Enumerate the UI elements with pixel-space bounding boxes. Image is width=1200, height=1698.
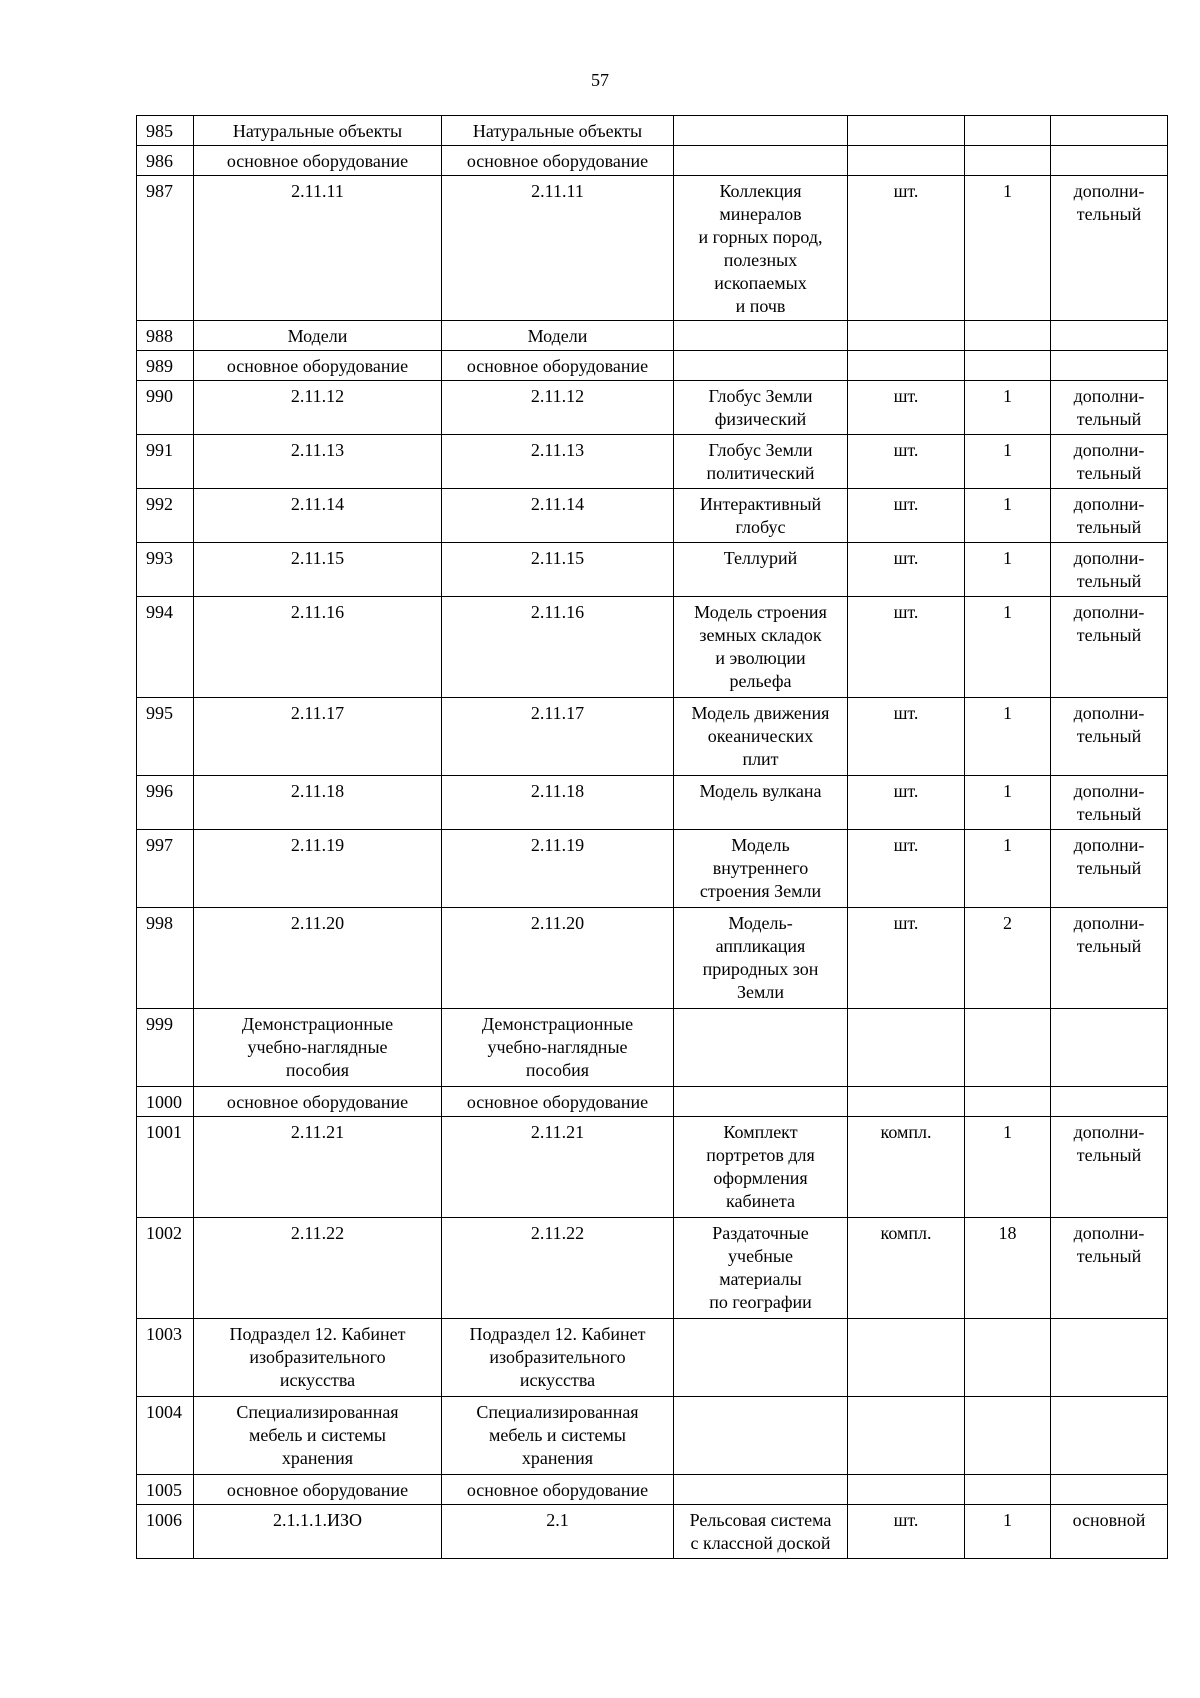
table-row [137,435,1168,489]
code-cell: Натуральные объекты [194,116,442,146]
quantity-cell [965,351,1051,381]
unit-cell: шт. [848,776,965,830]
code-cell: основное оборудование [442,351,674,381]
item-name-cell: Раздаточные учебные материалы по географии [674,1218,848,1319]
unit-cell: шт. [848,176,965,321]
code-cell: 2.11.21 [194,1117,442,1218]
table-row [137,321,1168,351]
row-number: 1004 [137,1397,194,1475]
quantity-cell: 1 [965,489,1051,543]
row-number: 988 [137,321,194,351]
quantity-cell: 1 [965,698,1051,776]
row-number: 1000 [137,1087,194,1117]
row-number: 998 [137,908,194,1009]
code-cell: Натуральные объекты [442,116,674,146]
quantity-cell: 1 [965,543,1051,597]
item-name-cell: Коллекция минералов и горных пород, полезных ископаемых и почв [674,176,848,321]
item-name-cell [674,146,848,176]
type-cell [1051,1087,1168,1117]
code-cell: Специализированная мебель и системы хранения [194,1397,442,1475]
code-cell: 2.1 [442,1505,674,1559]
item-name-cell [674,116,848,146]
item-name-cell [674,1319,848,1397]
code-cell: основное оборудование [194,1087,442,1117]
item-name-cell [674,351,848,381]
unit-cell: шт. [848,597,965,698]
table-row [137,1009,1168,1087]
code-cell: основное оборудование [194,146,442,176]
type-cell [1051,1397,1168,1475]
unit-cell: шт. [848,1505,965,1559]
code-cell: 2.11.13 [194,435,442,489]
unit-cell: компл. [848,1117,965,1218]
unit-cell: шт. [848,908,965,1009]
item-name-cell [674,1087,848,1117]
quantity-cell [965,116,1051,146]
type-cell: дополни- тельный [1051,597,1168,698]
item-name-cell [674,1475,848,1505]
code-cell: Демонстрационные учебно-наглядные пособия [442,1009,674,1087]
code-cell: 2.11.21 [442,1117,674,1218]
unit-cell [848,1475,965,1505]
page-number: 57 [591,70,609,90]
code-cell: 2.11.14 [194,489,442,543]
type-cell: дополни- тельный [1051,176,1168,321]
quantity-cell: 1 [965,830,1051,908]
quantity-cell: 1 [965,597,1051,698]
type-cell [1051,351,1168,381]
unit-cell: шт. [848,381,965,435]
item-name-cell: Рельсовая система с классной доской [674,1505,848,1559]
item-name-cell: Теллурий [674,543,848,597]
row-number: 1005 [137,1475,194,1505]
table-row [137,543,1168,597]
unit-cell: шт. [848,830,965,908]
code-cell: основное оборудование [194,351,442,381]
quantity-cell: 18 [965,1218,1051,1319]
quantity-cell: 1 [965,176,1051,321]
row-number: 993 [137,543,194,597]
type-cell: дополни- тельный [1051,543,1168,597]
table-row [137,116,1168,146]
type-cell: дополни- тельный [1051,1218,1168,1319]
type-cell: дополни- тельный [1051,908,1168,1009]
code-cell: 2.11.16 [194,597,442,698]
code-cell: 2.11.17 [442,698,674,776]
table-row [137,1505,1168,1559]
item-name-cell [674,321,848,351]
table-row [137,381,1168,435]
code-cell: Модели [442,321,674,351]
code-cell: 2.11.22 [442,1218,674,1319]
type-cell: основной [1051,1505,1168,1559]
item-name-cell: Модель вулкана [674,776,848,830]
type-cell: дополни- тельный [1051,776,1168,830]
unit-cell [848,1087,965,1117]
row-number: 994 [137,597,194,698]
unit-cell: компл. [848,1218,965,1319]
unit-cell [848,321,965,351]
unit-cell [848,351,965,381]
type-cell [1051,1319,1168,1397]
row-number: 997 [137,830,194,908]
quantity-cell [965,1319,1051,1397]
row-number: 1001 [137,1117,194,1218]
row-number: 991 [137,435,194,489]
code-cell: 2.11.13 [442,435,674,489]
code-cell: Демонстрационные учебно-наглядные пособия [194,1009,442,1087]
quantity-cell: 1 [965,1505,1051,1559]
code-cell: 2.11.12 [194,381,442,435]
item-name-cell: Модель движения океанических плит [674,698,848,776]
quantity-cell [965,1397,1051,1475]
item-name-cell: Интерактивный глобус [674,489,848,543]
type-cell: дополни- тельный [1051,381,1168,435]
item-name-cell: Глобус Земли политический [674,435,848,489]
code-cell: основное оборудование [194,1475,442,1505]
unit-cell [848,1319,965,1397]
type-cell [1051,1009,1168,1087]
code-cell: 2.11.11 [194,176,442,321]
code-cell: Подраздел 12. Кабинет изобразительного искусства [442,1319,674,1397]
table-row [137,1475,1168,1505]
code-cell: 2.11.14 [442,489,674,543]
item-name-cell [674,1397,848,1475]
unit-cell: шт. [848,698,965,776]
code-cell: Подраздел 12. Кабинет изобразительного искусства [194,1319,442,1397]
quantity-cell: 1 [965,776,1051,830]
code-cell: 2.11.17 [194,698,442,776]
type-cell: дополни- тельный [1051,830,1168,908]
code-cell: 2.11.19 [194,830,442,908]
table-row [137,176,1168,321]
table-row [137,489,1168,543]
code-cell: 2.11.20 [194,908,442,1009]
table-row [137,776,1168,830]
code-cell: Специализированная мебель и системы хранения [442,1397,674,1475]
unit-cell [848,146,965,176]
quantity-cell: 2 [965,908,1051,1009]
table-row [137,351,1168,381]
code-cell: Модели [194,321,442,351]
code-cell: 2.11.22 [194,1218,442,1319]
unit-cell: шт. [848,543,965,597]
code-cell: 2.11.16 [442,597,674,698]
code-cell: основное оборудование [442,1475,674,1505]
code-cell: основное оборудование [442,1087,674,1117]
row-number: 985 [137,116,194,146]
code-cell: 2.11.19 [442,830,674,908]
row-number: 986 [137,146,194,176]
table-row [137,1087,1168,1117]
quantity-cell [965,1009,1051,1087]
row-number: 992 [137,489,194,543]
code-cell: основное оборудование [442,146,674,176]
code-cell: 2.11.18 [194,776,442,830]
unit-cell [848,1009,965,1087]
quantity-cell [965,1087,1051,1117]
type-cell [1051,116,1168,146]
item-name-cell: Глобус Земли физический [674,381,848,435]
table-row [137,1319,1168,1397]
table-row [137,830,1168,908]
table-row [137,146,1168,176]
table-row [137,597,1168,698]
item-name-cell [674,1009,848,1087]
row-number: 987 [137,176,194,321]
row-number: 990 [137,381,194,435]
unit-cell [848,1397,965,1475]
type-cell: дополни- тельный [1051,1117,1168,1218]
table-row [137,1218,1168,1319]
row-number: 989 [137,351,194,381]
code-cell: 2.11.11 [442,176,674,321]
item-name-cell: Модель внутреннего строения Земли [674,830,848,908]
unit-cell: шт. [848,489,965,543]
code-cell: 2.11.12 [442,381,674,435]
code-cell: 2.11.20 [442,908,674,1009]
row-number: 995 [137,698,194,776]
quantity-cell: 1 [965,1117,1051,1218]
item-name-cell: Модель- аппликация природных зон Земли [674,908,848,1009]
code-cell: 2.11.18 [442,776,674,830]
type-cell [1051,146,1168,176]
unit-cell: шт. [848,435,965,489]
table-row [137,1397,1168,1475]
row-number: 999 [137,1009,194,1087]
table-row [137,908,1168,1009]
type-cell: дополни- тельный [1051,489,1168,543]
code-cell: 2.11.15 [194,543,442,597]
table-body [137,116,1168,1559]
type-cell [1051,321,1168,351]
type-cell: дополни- тельный [1051,698,1168,776]
type-cell [1051,1475,1168,1505]
quantity-cell [965,1475,1051,1505]
row-number: 1003 [137,1319,194,1397]
unit-cell [848,116,965,146]
item-name-cell: Комплект портретов для оформления кабинета [674,1117,848,1218]
table-row [137,698,1168,776]
quantity-cell: 1 [965,381,1051,435]
row-number: 1006 [137,1505,194,1559]
code-cell: 2.1.1.1.ИЗО [194,1505,442,1559]
item-name-cell: Модель строения земных складок и эволюции рельефа [674,597,848,698]
equipment-table [136,115,1168,1559]
row-number: 1002 [137,1218,194,1319]
type-cell: дополни- тельный [1051,435,1168,489]
table-row [137,1117,1168,1218]
quantity-cell [965,146,1051,176]
quantity-cell [965,321,1051,351]
row-number: 996 [137,776,194,830]
quantity-cell: 1 [965,435,1051,489]
code-cell: 2.11.15 [442,543,674,597]
